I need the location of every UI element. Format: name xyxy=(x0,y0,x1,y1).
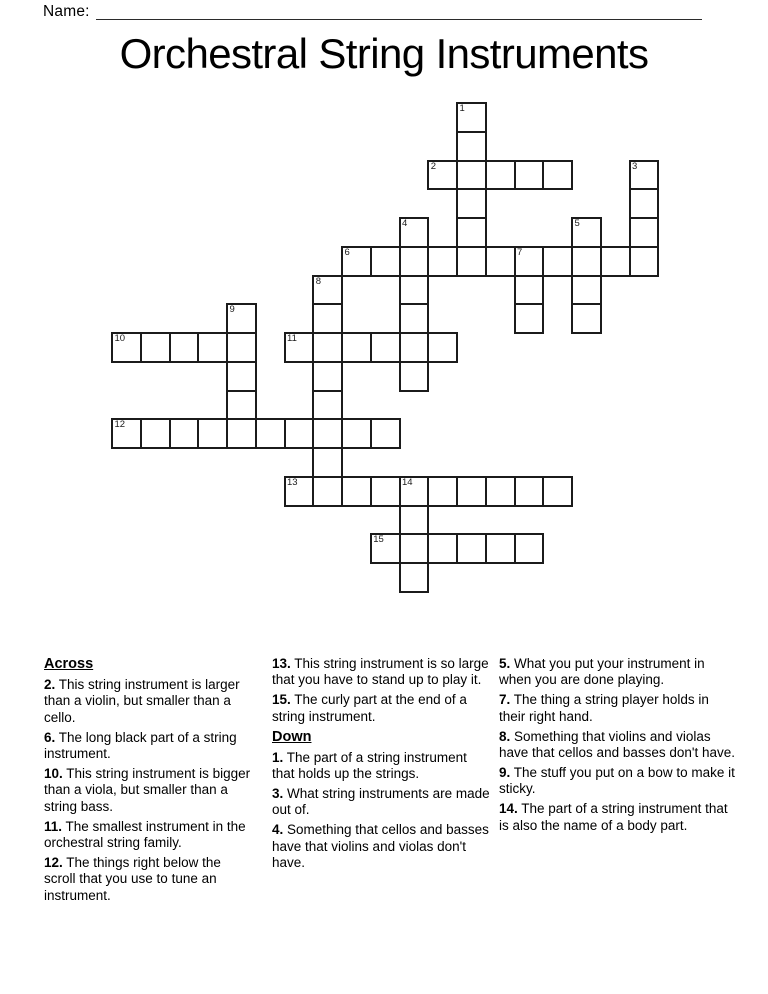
cell-number: 13 xyxy=(287,476,298,488)
grid-cell[interactable] xyxy=(284,418,315,449)
grid-cell[interactable] xyxy=(571,303,602,334)
grid-cell[interactable] xyxy=(542,246,573,277)
grid-cell[interactable] xyxy=(197,418,228,449)
grid-cell[interactable] xyxy=(399,303,430,334)
clue-1: 1. The part of a string instrument that holds up the strings. xyxy=(272,749,467,782)
grid-cell[interactable] xyxy=(370,533,401,564)
clue-3: 3. What string instruments are made out of. xyxy=(272,785,490,818)
grid-cell[interactable] xyxy=(514,476,545,507)
cell-number: 12 xyxy=(114,419,126,431)
grid-cell[interactable] xyxy=(571,246,602,277)
grid-cell[interactable] xyxy=(571,275,602,306)
grid-cell[interactable] xyxy=(312,418,343,449)
grid-cell[interactable] xyxy=(312,303,343,334)
grid-cell[interactable] xyxy=(485,476,516,507)
grid-cell[interactable] xyxy=(226,332,257,363)
grid-cell[interactable] xyxy=(629,160,660,191)
grid-cell[interactable] xyxy=(399,275,430,306)
grid-cell[interactable] xyxy=(456,188,487,219)
grid-cell[interactable] xyxy=(427,246,458,277)
grid-cell[interactable] xyxy=(427,332,458,363)
grid-cell[interactable] xyxy=(427,160,458,191)
grid-cell[interactable] xyxy=(427,533,458,564)
clue-15: 15. The curly part at the end of a string instrument. xyxy=(272,692,467,724)
cell-number: 2 xyxy=(430,160,437,172)
clue-column-3 xyxy=(499,656,736,838)
grid-cell[interactable] xyxy=(399,505,430,536)
grid-cell[interactable] xyxy=(514,160,545,191)
grid-cell[interactable] xyxy=(600,246,631,277)
grid-cell[interactable] xyxy=(399,246,430,277)
grid-cell[interactable] xyxy=(485,246,516,277)
grid-cell[interactable] xyxy=(284,476,315,507)
grid-cell[interactable] xyxy=(456,217,487,248)
cell-number: 9 xyxy=(229,304,235,316)
grid-cell[interactable] xyxy=(399,533,430,564)
grid-cell[interactable] xyxy=(399,476,430,507)
grid-cell[interactable] xyxy=(514,246,545,277)
grid-cell[interactable] xyxy=(399,217,430,248)
grid-cell[interactable] xyxy=(399,361,430,392)
grid-cell[interactable] xyxy=(341,246,372,277)
grid-cell[interactable] xyxy=(571,217,602,248)
grid-cell[interactable] xyxy=(226,361,257,392)
cell-number: 6 xyxy=(344,246,350,258)
cell-number: 3 xyxy=(632,160,638,172)
page-title: Orchestral String Instruments xyxy=(119,30,649,77)
grid-cell[interactable] xyxy=(514,303,545,334)
cell-number: 11 xyxy=(287,333,297,344)
cell-number: 1 xyxy=(459,103,465,114)
grid-cell[interactable] xyxy=(255,418,286,449)
clue-7: 7. The thing a string player holds in their right hand. xyxy=(499,692,709,724)
grid-cell[interactable] xyxy=(485,160,516,191)
grid-cell[interactable] xyxy=(629,188,660,219)
grid-cell[interactable] xyxy=(226,390,257,421)
grid-cell[interactable] xyxy=(542,476,573,507)
grid-cell[interactable] xyxy=(370,476,401,507)
cell-number: 14 xyxy=(402,476,413,488)
grid-cell[interactable] xyxy=(456,476,487,507)
grid-cell[interactable] xyxy=(226,303,257,334)
grid-cell[interactable] xyxy=(456,246,487,277)
grid-cell[interactable] xyxy=(341,332,372,363)
grid-cell[interactable] xyxy=(514,275,545,306)
clue-13: 13. This string instrument is so large that you have to stand up to play it. xyxy=(272,656,489,688)
clue-10: 10. This string instrument is bigger than a viola, but smaller than a string bass. xyxy=(44,766,251,814)
clue-9: 9. The stuff you put on a bow to make it sticky. xyxy=(499,764,735,797)
cell-number: 10 xyxy=(114,333,126,344)
grid-cell[interactable] xyxy=(111,332,142,363)
grid-cell[interactable] xyxy=(140,332,171,363)
cell-number: 5 xyxy=(574,218,580,229)
grid-cell[interactable] xyxy=(169,418,200,449)
grid-cell[interactable] xyxy=(370,246,401,277)
grid-cell[interactable] xyxy=(456,102,487,133)
clue-5: 5. What you put your instrument in when you are done playing. xyxy=(499,656,705,688)
grid-cell[interactable] xyxy=(629,217,660,248)
grid-cell[interactable] xyxy=(456,131,487,162)
grid-cell[interactable] xyxy=(542,160,573,191)
clue-4: 4. Something that cellos and basses have that violins and violas don't have. xyxy=(272,822,489,871)
clue-column-2 xyxy=(272,656,492,875)
grid-cell[interactable] xyxy=(485,533,516,564)
grid-cell[interactable] xyxy=(197,332,228,363)
grid-cell[interactable] xyxy=(427,476,458,507)
grid-cell[interactable] xyxy=(312,332,343,363)
grid-cell[interactable] xyxy=(399,332,430,363)
clue-11: 11. The smallest instrument in the orchestral string family. xyxy=(44,818,246,851)
cell-number: 4 xyxy=(402,218,408,229)
grid-cell[interactable] xyxy=(226,418,257,449)
grid-cell[interactable] xyxy=(370,332,401,363)
grid-cell[interactable] xyxy=(341,418,372,449)
down-header: Down xyxy=(272,728,312,745)
grid-cell[interactable] xyxy=(312,361,343,392)
clue-column-1 xyxy=(44,656,253,908)
clue-14: 14. The part of a string instrument that is also the name of a body part. xyxy=(499,801,728,833)
grid-cell[interactable] xyxy=(140,418,171,449)
cell-number: 8 xyxy=(315,275,322,287)
grid-cell[interactable] xyxy=(111,418,142,449)
clue-12: 12. The things right below the scroll that you use to tune an instrument. xyxy=(44,855,221,903)
clues-section xyxy=(44,656,748,956)
grid-cell[interactable] xyxy=(312,390,343,421)
grid-cell[interactable] xyxy=(312,275,343,306)
grid-cell[interactable] xyxy=(312,476,343,507)
name-label: Name: xyxy=(43,3,90,20)
clue-2: 2. This string instrument is larger than a violin, but smaller than a cello. xyxy=(44,677,240,725)
grid-cell[interactable] xyxy=(514,533,545,564)
grid-cell[interactable] xyxy=(456,160,487,191)
grid-cell[interactable] xyxy=(456,533,487,564)
cell-number: 7 xyxy=(517,246,523,258)
grid-cell[interactable] xyxy=(312,447,343,478)
grid-cell[interactable] xyxy=(284,332,315,363)
clue-8: 8. Something that violins and violas have that cellos and basses don't have. xyxy=(499,728,735,761)
clue-6: 6. The long black part of a string instrument. xyxy=(44,729,237,762)
grid-cell[interactable] xyxy=(399,562,430,593)
grid-cell[interactable] xyxy=(370,418,401,449)
grid-cell[interactable] xyxy=(169,332,200,363)
across-header: Across xyxy=(44,656,94,672)
cell-number: 15 xyxy=(373,534,384,546)
grid-cell[interactable] xyxy=(629,246,660,277)
grid-cell[interactable] xyxy=(341,476,372,507)
